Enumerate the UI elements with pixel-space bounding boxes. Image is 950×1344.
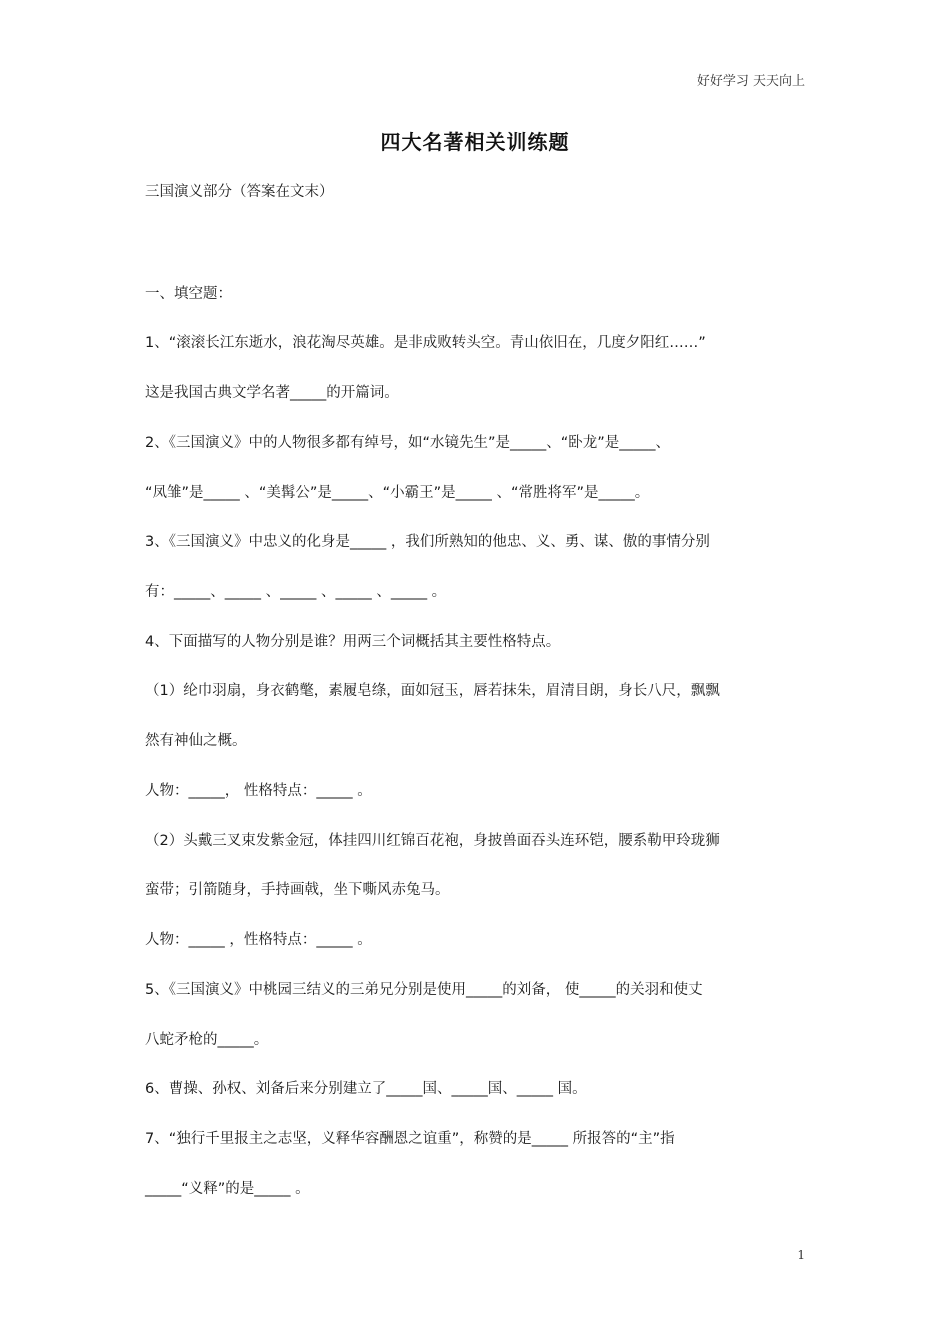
- question-line: 4、下面描写的人物分别是谁？用两三个词概括其主要性格特点。: [145, 634, 561, 650]
- question-line: 5、《三国演义》中桃园三结义的三弟兄分别是使用_____的刘备， 使_____的关羽和使丈: [145, 982, 703, 998]
- question-line: （2）头戴三叉束发紫金冠，体挂四川红锦百花袍，身披兽面吞头连环铠，腰系勒甲玲珑狮: [145, 833, 720, 849]
- document-title: 四大名著相关训练题: [380, 130, 570, 154]
- question-line: 八蛇矛枪的_____。: [145, 1032, 269, 1048]
- question-line: 然有神仙之概。: [145, 733, 247, 749]
- question-line: 2、《三国演义》中的人物很多都有绰号，如“水镜先生”是_____、“卧龙”是_____、: [145, 435, 671, 451]
- question-line: （1）纶巾羽扇，身衣鹤氅，素履皂绦，面如冠玉，唇若抹朱，眉清目朗，身长八尺，飘飘: [145, 683, 720, 699]
- question-line: 1、“滚滚长江东逝水，浪花淘尽英雄。是非成败转头空。青山依旧在，几度夕阳红……”: [145, 335, 706, 351]
- document-subtitle: 三国演义部分（答案在文末）: [145, 184, 334, 200]
- question-line: 人物：_____ ，性格特点：_____ 。: [145, 932, 372, 948]
- question-line: “凤雏”是_____ 、“美髯公”是_____、“小霸王”是_____ 、“常胜将军”是_____。: [145, 485, 650, 501]
- page-number: 1: [797, 1248, 805, 1262]
- section-heading: 一、填空题：: [145, 286, 232, 302]
- question-line: 蛮带；引箭随身，手持画戟，坐下嘶风赤兔马。: [145, 882, 450, 898]
- question-line: 3、《三国演义》中忠义的化身是_____ ，我们所熟知的他忠、义、勇、谋、傲的事情分别: [145, 534, 710, 550]
- question-line: 6、曹操、孙权、刘备后来分别建立了_____国、_____国、_____ 国。: [145, 1081, 587, 1097]
- question-line: 有：_____、_____ 、_____ 、_____ 、_____ 。: [145, 584, 447, 600]
- question-line: 7、“独行千里报主之志坚，义释华容酬恩之谊重”，称赞的是_____ 所报答的“主”指: [145, 1131, 675, 1147]
- question-line: _____“义释”的是_____ 。: [145, 1181, 310, 1197]
- header-motto: 好好学习 天天向上: [696, 74, 805, 89]
- question-line: 这是我国古典文学名著_____的开篇词。: [145, 385, 399, 401]
- question-line: 人物：_____， 性格特点：_____ 。: [145, 783, 372, 799]
